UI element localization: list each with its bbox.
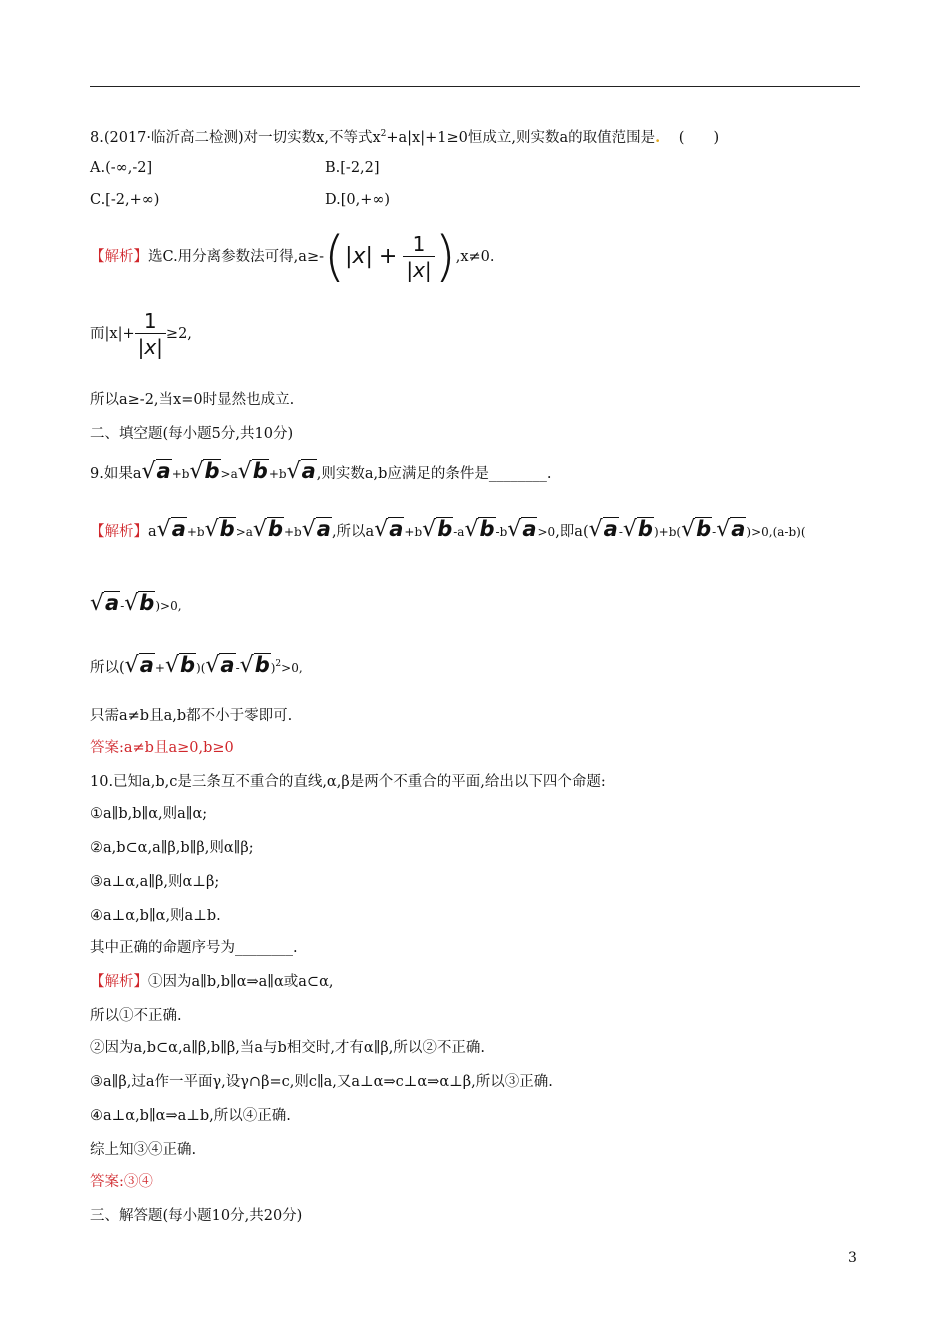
section-2-heading: 二、填空题(每小题5分,共10分) [90,426,294,442]
q10-analysis-1: 【解析】①因为a∥b,b∥α⇒a∥α或a⊂α, [90,974,334,990]
q8-option-a: A.(-∞,-2] [90,160,153,176]
q9-stem: 9.如果a√a+b√b>a√b+b√a,则实数a,b应满足的条件是________. [90,459,552,484]
q10-analysis-6: 综上知③④正确. [90,1142,197,1158]
q8-stem: 8.(2017·临沂高二检测)对一切实数x,不等式$x^2+a|x|+1\ge 0$恒成立,则实数a的取值范围是. ( ) [90,128,720,146]
q9-analysis-line3: 所以$(√a+√b)(√a-√b)^2>0$, [90,652,303,678]
q9-analysis-line1: 【解析】a√a+b√b>a√b+b√a,所以a√a+b√b-a√b-b√a>0,即a(√a-√b)+b(√b-√a)>0,(a-b)( [90,517,806,542]
q10-answer: 答案:③④ [90,1174,153,1190]
q10-analysis-4: ③a∥β,过a作一平面γ,设γ∩β=c,则c∥a,又a⊥α⇒c⊥α⇒α⊥β,所以③正确. [90,1074,553,1090]
q10-proposition-1: ①a∥b,b∥α,则a∥α; [90,806,208,822]
q10-analysis-2: 所以①不正确. [90,1008,182,1024]
q10-analysis-3: ②因为a,b⊂α,a∥β,b∥β,当a与b相交时,才有α∥β,所以②不正确. [90,1040,486,1056]
q8-analysis-line2: 而|x|+ $\frac{1}{|x|}$ ≥2, [90,308,192,359]
q10-proposition-4: ④a⊥α,b∥α,则a⊥b. [90,908,221,924]
header-rule [90,86,860,87]
section-3-heading: 三、解答题(每小题10分,共20分) [90,1208,303,1224]
q8-option-b: B.[-2,2] [325,160,380,176]
q8-option-c: C.[-2,+∞) [90,192,160,208]
q8-analysis-line3: 所以a≥-2,当x=0时显然也成立. [90,392,295,408]
q10-stem: 10.已知a,b,c是三条互不重合的直线,α,β是两个不重合的平面,给出以下四个命题: [90,774,606,790]
q10-analysis-5: ④a⊥α,b∥α⇒a⊥b,所以④正确. [90,1108,291,1124]
q8-analysis-line1: 【解析】选C.用分离参数法可得,a≥-(|x| + $\frac{1}{|x|}$ ),x≠0. [90,225,495,288]
page-number: 3 [848,1250,857,1266]
q10-ask: 其中正确的命题序号为________. [90,940,298,956]
q8-option-d: D.[0,+∞) [325,192,391,208]
q10-proposition-2: ②a,b⊂α,a∥β,b∥β,则α∥β; [90,840,254,856]
q9-analysis-line4: 只需a≠b且a,b都不小于零即可. [90,708,293,724]
q9-analysis-line2: √a-√b)>0, [90,591,182,616]
q9-answer: 答案:a≠b且a≥0,b≥0 [90,740,234,756]
q10-proposition-3: ③a⊥α,a∥β,则α⊥β; [90,874,220,890]
